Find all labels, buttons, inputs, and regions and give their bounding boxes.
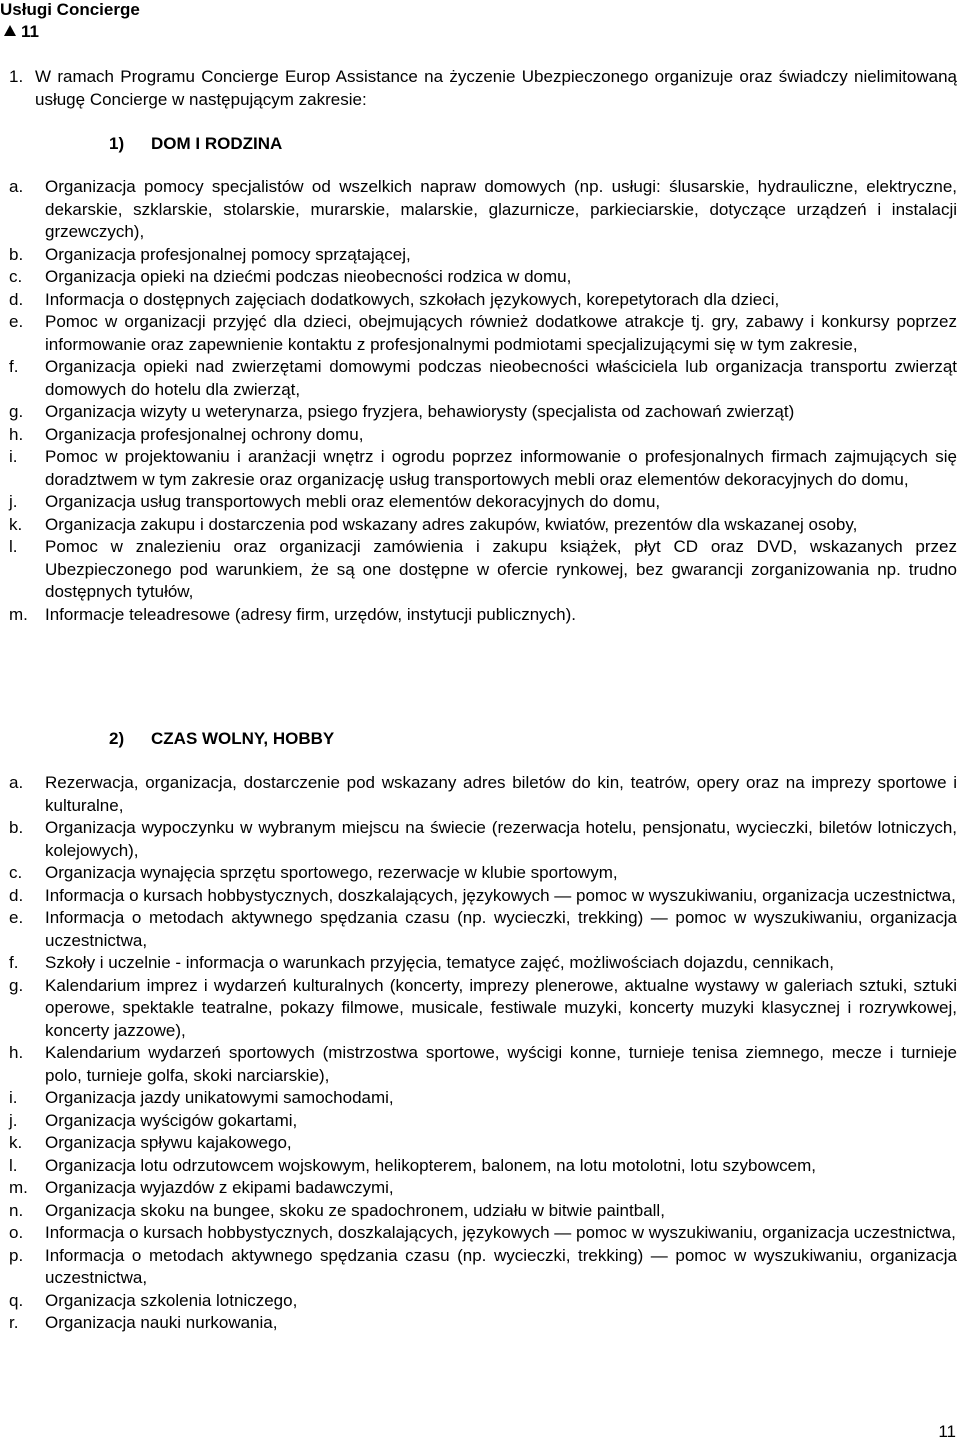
list-item-text: Organizacja skoku na bungee, skoku ze spadochronem, udziału w bitwie paintball, xyxy=(45,1200,665,1220)
section-heading-czas-wolny xyxy=(109,729,334,749)
list-item-text: Organizacja wyścigów gokartami, xyxy=(45,1110,298,1130)
list-item-text: Kalendarium imprez i wydarzeń kulturalnych (koncerty, imprezy plenerowe, aktualne wystawy w galeriach sztuki, sztuki operowe, spektakle teatralne, pokazy filmowe, musicale, festiwale muzyki, koncerty muzyki klasycznej i rozrywkowej, koncerty jazzowe), xyxy=(45,975,957,1040)
section-number: 1) xyxy=(109,134,125,153)
list-item-text: Organizacja nauki nurkowania, xyxy=(45,1313,278,1332)
list-item-marker: d. xyxy=(9,885,24,905)
list-item-text: Informacja o dostępnych zajęciach dodatkowych, szkołach językowych, korepetytorach dla dzieci, xyxy=(45,289,780,309)
section-heading-dom-i-rodzina xyxy=(109,134,282,154)
section-list-czas-wolny xyxy=(9,772,957,1335)
intro-number: 1. xyxy=(9,67,24,86)
intro-paragraph xyxy=(9,66,957,111)
list-item-marker: l. xyxy=(9,537,18,556)
list-item-text: Organizacja spływu kajakowego, xyxy=(45,1133,292,1152)
list-item xyxy=(9,1087,957,1110)
list-item xyxy=(9,604,957,627)
list-item xyxy=(9,514,957,537)
list-item xyxy=(9,952,957,975)
list-item xyxy=(9,1042,957,1087)
list-item-text: Organizacja lotu odrzutowcem wojskowym, helikopterem, balonem, na lotu motolotni, lotu szybowcem, xyxy=(45,1155,817,1175)
list-item-marker: c. xyxy=(9,863,23,882)
section-title: DOM I RODZINA xyxy=(151,134,283,153)
page-number-bottom: 11 xyxy=(938,1422,956,1441)
list-item xyxy=(9,424,957,447)
list-item-marker: a. xyxy=(9,177,24,196)
list-item-text: Informacja o kursach hobbystycznych, doszkalających, językowych — pomoc w wyszukiwaniu, organizacja uczestnictwa, xyxy=(45,1223,956,1242)
list-item-text: Organizacja wizyty u weterynarza, psiego fryzjera, behawiorysty (specjalista od zachowań zwierząt) xyxy=(45,402,795,421)
list-item xyxy=(9,266,957,289)
list-item xyxy=(9,1110,957,1133)
list-item-marker: q. xyxy=(9,1290,24,1310)
list-item-marker: b. xyxy=(9,244,24,264)
list-item-marker: h. xyxy=(9,424,24,444)
list-item-text: Organizacja wyjazdów z ekipami badawczymi, xyxy=(45,1178,394,1197)
list-item xyxy=(9,1312,957,1335)
list-item-marker: p. xyxy=(9,1245,24,1265)
list-item-text: Organizacja wypoczynku w wybranym miejscu na świecie (rezerwacja hotelu, pensjonatu, wycieczki, biletów lotniczych, kolejowych), xyxy=(45,818,957,860)
list-item xyxy=(9,1200,957,1223)
list-item-marker: f. xyxy=(9,953,19,972)
list-item-marker: h. xyxy=(9,1043,24,1062)
list-item xyxy=(9,975,957,1043)
list-item-marker: k. xyxy=(9,514,23,534)
list-item-text: Pomoc w projektowaniu i aranżacji wnętrz i ogrodu poprzez informowanie o profesjonalnych firmach zajmujących się doradztwem w tym zakresie oraz organizację usług transportowych mebli oraz elementów dekoracyjnych do domu, xyxy=(45,447,957,489)
list-item-marker: c. xyxy=(9,267,23,286)
list-item-text: Informacje teleadresowe (adresy firm, urzędów, instytucji publicznych). xyxy=(45,604,576,624)
list-item-text: Organizacja usług transportowych mebli oraz elementów dekoracyjnych do domu, xyxy=(45,492,661,511)
list-item xyxy=(9,289,957,312)
list-item-marker: d. xyxy=(9,289,24,309)
list-item-text: Kalendarium wydarzeń sportowych (mistrzostwa sportowe, wyścigi konne, turnieje tenisa ziemnego, mecze i turnieje polo, turnieje golfa, skoki narciarskie), xyxy=(45,1043,957,1085)
list-item-marker: g. xyxy=(9,975,24,995)
list-item xyxy=(9,491,957,514)
list-item xyxy=(9,446,957,491)
list-item-text: Szkoły i uczelnie - informacja o warunkach przyjęcia, tematyce zajęć, możliwościach dojazdu, cennikach, xyxy=(45,953,834,972)
list-item-text: Organizacja profesjonalnej pomocy sprzątającej, xyxy=(45,244,411,264)
list-item-marker: e. xyxy=(9,908,24,927)
list-item-marker: f. xyxy=(9,357,19,376)
list-item-text: Organizacja opieki nad zwierzętami domowymi podczas nieobecności właściciela lub organizacja transportu zwierząt domowych do hotelu dla zwierząt, xyxy=(45,357,957,399)
list-item-marker: l. xyxy=(9,1155,18,1175)
list-item xyxy=(9,885,957,908)
list-item-text: Organizacja pomocy specjalistów od wszelkich napraw domowych (np. usługi: ślusarskie, hydrauliczne, elektryczne, dekarskie, szklarskie, stolarskie, murarskie, malarskie, glazurnicze, parkieciarskie, dotyczące urządzeń i instalacji grzewczych), xyxy=(45,177,957,241)
list-item xyxy=(9,1177,957,1200)
list-item xyxy=(9,176,957,244)
list-item-marker: m. xyxy=(9,1178,28,1197)
section-number: 2) xyxy=(109,729,125,748)
list-item xyxy=(9,772,957,817)
list-item-marker: r. xyxy=(9,1313,19,1332)
list-item-text: Pomoc w znalezieniu oraz organizacji zamówienia i zakupu książek, płyt CD oraz DVD, wskazanych przez Ubezpieczonego pod warunkiem, że są one dostępne w ofercie rynkowej, bez gwarancji zorganizowania np. trudno dostępnych tytułów, xyxy=(45,537,957,601)
section-list-dom-i-rodzina xyxy=(9,176,957,626)
list-item xyxy=(9,1290,957,1313)
list-item-text: Organizacja wynajęcia sprzętu sportowego, rezerwacje w klubie sportowym, xyxy=(45,863,618,882)
list-item xyxy=(9,1245,957,1290)
list-item-marker: o. xyxy=(9,1223,24,1242)
list-item-marker: a. xyxy=(9,773,24,792)
list-item xyxy=(9,1155,957,1178)
list-item-text: Organizacja szkolenia lotniczego, xyxy=(45,1290,298,1310)
list-item-text: Organizacja jazdy unikatowymi samochodami, xyxy=(45,1088,394,1107)
list-item-marker: i. xyxy=(9,447,18,466)
list-item xyxy=(9,311,957,356)
list-item xyxy=(9,536,957,604)
list-item xyxy=(9,1222,957,1245)
list-item xyxy=(9,356,957,401)
list-item-text: Organizacja zakupu i dostarczenia pod wskazany adres zakupów, kwiatów, prezentów dla wskazanej osoby, xyxy=(45,514,858,534)
list-item-text: Informacja o metodach aktywnego spędzania czasu (np. wycieczki, trekking) — pomoc w wyszukiwaniu, organizacja uczestnictwa, xyxy=(45,908,957,950)
list-item xyxy=(9,862,957,885)
page-number-top: 11 xyxy=(21,22,39,41)
list-item-marker: k. xyxy=(9,1133,23,1152)
list-item-marker: i. xyxy=(9,1088,18,1107)
list-item xyxy=(9,817,957,862)
list-item-marker: b. xyxy=(9,818,24,837)
list-item-marker: j. xyxy=(9,492,18,511)
list-item-marker: n. xyxy=(9,1200,24,1220)
list-item-text: Organizacja opieki na dziećmi podczas nieobecności rodzica w domu, xyxy=(45,267,572,286)
list-item-text: Pomoc w organizacji przyjęć dla dzieci, obejmujących również dodatkowe atrakcje tj. gry, zabawy i konkursy poprzez informowanie oraz zapewnienie kontaktu z profesjonalnymi podmiotami specjalizującymi się w tym zakresie, xyxy=(45,312,957,354)
list-item-marker: e. xyxy=(9,312,24,331)
list-item xyxy=(9,244,957,267)
list-item xyxy=(9,1132,957,1155)
document-title: Usługi Concierge xyxy=(0,0,140,19)
section-title: CZAS WOLNY, HOBBY xyxy=(151,729,335,748)
list-item xyxy=(9,401,957,424)
list-item-marker: g. xyxy=(9,402,24,421)
list-item-text: Informacja o kursach hobbystycznych, doszkalających, językowych — pomoc w wyszukiwaniu, organizacja uczestnictwa, xyxy=(45,885,956,905)
list-item xyxy=(9,907,957,952)
list-item-marker: m. xyxy=(9,604,28,624)
intro-text: W ramach Programu Concierge Europ Assistance na życzenie Ubezpieczonego organizuje oraz świadczy nielimitowaną usługę Concierge w następującym zakresie: xyxy=(35,67,957,109)
list-item-marker: j. xyxy=(9,1110,18,1130)
list-item-text: Informacja o metodach aktywnego spędzania czasu (np. wycieczki, trekking) — pomoc w wyszukiwaniu, organizacja uczestnictwa, xyxy=(45,1245,957,1287)
list-item-text: Organizacja profesjonalnej ochrony domu, xyxy=(45,424,364,444)
list-item-text: Rezerwacja, organizacja, dostarczenie pod wskazany adres biletów do kin, teatrów, opery oraz na imprezy sportowe i kulturalne, xyxy=(45,773,957,815)
